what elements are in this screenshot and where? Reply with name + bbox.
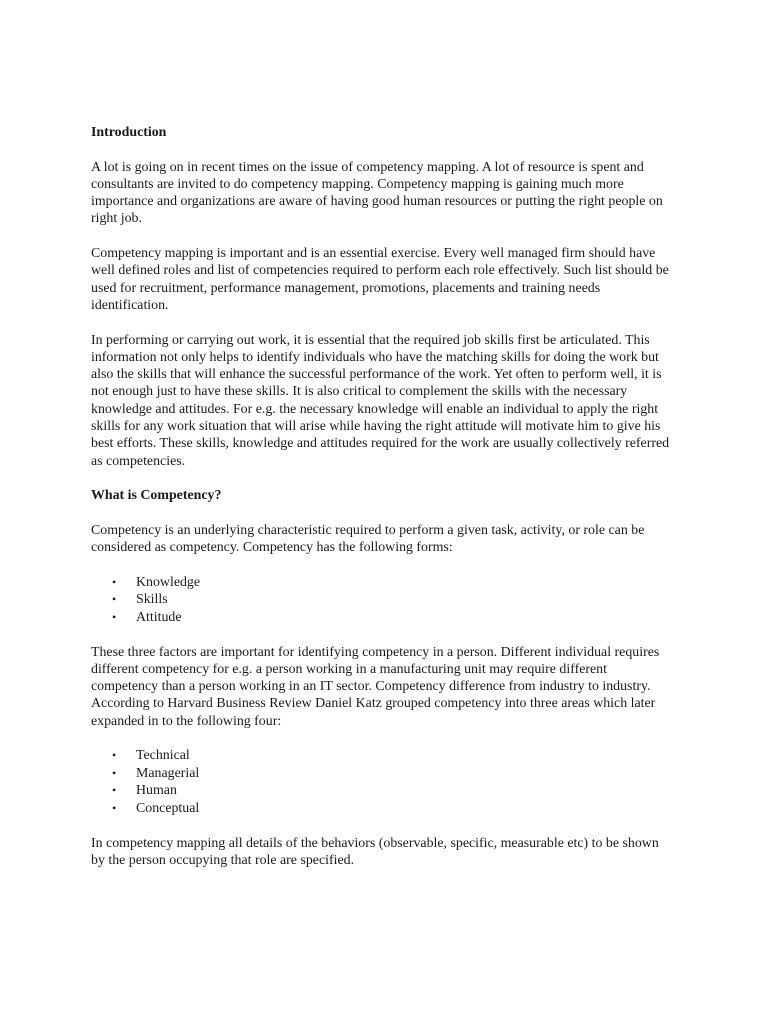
- list-item-text: Human: [136, 783, 177, 799]
- bullet-icon: •: [112, 609, 117, 624]
- list-item: [91, 574, 675, 592]
- intro-paragraph-3: In performing or carrying out work, it is essential that the required job skills first be articulated. This information not only helps to identify individuals who have the matching skills for doing the work but also the skills that will enhance the successful performance of the work. Yet often to perform well, it is not enough just to have these skills. It is also critical to complement the skills with the necessary knowledge and attitudes. For e.g. the necessary knowledge will enable an individual to apply the right skills for any work situation that will arise while having the right attitude will motivate him to give his best efforts. These skills, knowledge and attitudes required for the work are usually collectively referred as competencies.: [91, 332, 670, 469]
- bullet-icon: •: [112, 592, 117, 607]
- list-item-text: Knowledge: [136, 574, 201, 590]
- list-item-text: Conceptual: [136, 800, 200, 816]
- list-item: [91, 609, 675, 627]
- list-item-text: Technical: [136, 748, 190, 764]
- list-item: [91, 800, 675, 818]
- list-item: [91, 747, 675, 765]
- list-item-text: Attitude: [136, 609, 182, 625]
- list-item-text: Skills: [136, 592, 168, 608]
- heading-what-is-competency: What is Competency?: [91, 488, 222, 504]
- list-item-text: Managerial: [136, 765, 200, 781]
- factors-paragraph: These three factors are important for identifying competency in a person. Different individual requires different competency for e.g. a person working in a manufacturing unit may require different competency than a person working in an IT sector. Competency difference from industry to industry. According to Harvard Business Review Daniel Katz grouped competency into three areas which later expanded in to the following four:: [91, 644, 660, 729]
- forms-list: [91, 574, 675, 627]
- bullet-icon: •: [112, 783, 117, 798]
- closing-paragraph: In competency mapping all details of the behaviors (observable, specific, measurable etc) to be shown by the person occupying that role are specified.: [91, 835, 659, 868]
- intro-paragraph-2: Competency mapping is important and is an essential exercise. Every well managed firm should have well defined roles and list of competencies required to perform each role effectively. Such list should be used for recruitment, performance management, promotions, placements and training needs identification.: [91, 246, 669, 313]
- bullet-icon: •: [112, 574, 117, 589]
- heading-introduction: Introduction: [91, 125, 167, 140]
- bullet-icon: •: [112, 765, 117, 780]
- list-item: [91, 591, 675, 609]
- intro-paragraph-1: A lot is going on in recent times on the issue of competency mapping. A lot of resource is spent and consultants are invited to do competency mapping. Competency mapping is gaining much more importance and organizations are aware of having good human resources or putting the right people on right job.: [91, 159, 663, 227]
- list-item: [91, 765, 675, 783]
- list-item: [91, 782, 675, 800]
- bullet-icon: •: [112, 748, 117, 763]
- areas-list: [91, 747, 675, 817]
- document-page: [91, 124, 675, 886]
- bullet-icon: •: [112, 800, 117, 815]
- competency-paragraph: Competency is an underlying characteristic required to perform a given task, activity, or role can be considered as competency. Competency has the following forms:: [91, 522, 645, 556]
